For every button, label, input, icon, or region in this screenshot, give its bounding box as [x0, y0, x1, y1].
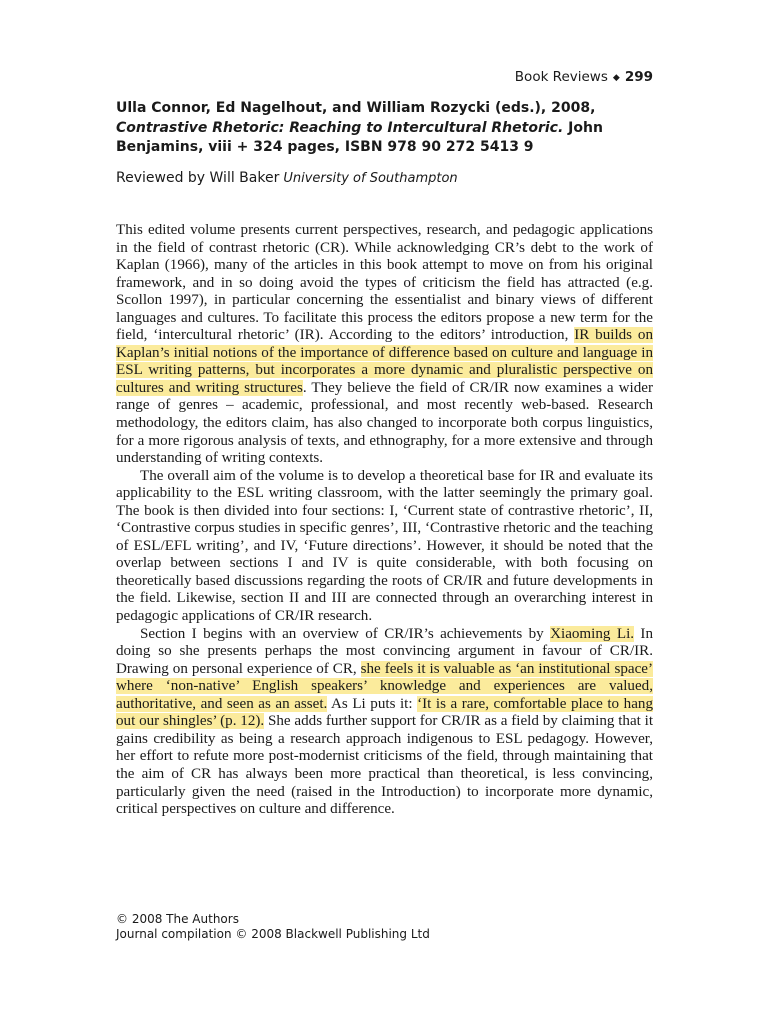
copyright-footer — [116, 912, 430, 942]
paragraph-text: . They believe the field of CR/IR now examines a wider range of genres – academic, professional, and most recently web-based. Research methodology, the editors claim, has also changed to incorporate both corpus linguistics, for a more rigorous analysis of texts, and ethnography, for a more extensive and through understanding of writing contexts. — [116, 379, 653, 467]
highlight: ‘It is a rare, comfortable place to hang out our shingles’ (p. 12). — [116, 695, 653, 730]
citation-publisher: John Benjamins, viii + 324 pages, ISBN 978 90 272 5413 9 — [116, 119, 603, 155]
paragraph-text: As Li puts it: — [327, 695, 413, 712]
citation-authors: Ulla Connor, Ed Nagelhout, and William Rozycki (eds.), 2008, — [116, 100, 596, 116]
reviewer-affiliation: University of Southampton — [283, 171, 458, 186]
paragraph-3 — [116, 626, 653, 819]
copyright-journal: Journal compilation © 2008 Blackwell Publishing Ltd — [116, 927, 430, 941]
reviewer-name: Reviewed by Will Baker — [116, 170, 280, 186]
copyright-authors: © 2008 The Authors — [116, 912, 239, 926]
paragraph-2: The overall aim of the volume is to develop a theoretical base for IR and evaluate its applicability to the ESL writing classroom, with the latter seemingly the primary goal. The book is then divided into four sections: I, ‘Current state of contrastive rhetoric’, II, ‘Contrastive corpus studies in specific genres’, III, ‘Contrastive rhetoric and the teaching of ESL/EFL writing’, and IV, ‘Future directions’. However, it should be noted that the overlap between sections I and IV is quite considerable, with both focusing on theoretically based discussions regarding the roots of CR/IR and future developments in the field. Likewise, section II and III are connected through an overarching interest in pedagogic applications of CR/IR research. — [116, 467, 653, 625]
book-citation — [116, 99, 656, 158]
citation-title: Contrastive Rhetoric: Reaching to Intercultural Rhetoric. — [116, 119, 564, 136]
header-section: Book Reviews — [514, 69, 608, 85]
highlight: she feels it is valuable as ‘an institutional space’ where ‘non-native’ English speakers’ knowledge and experiences are valued, authoritative, and seen as an asset. — [116, 660, 654, 712]
review-body — [116, 222, 653, 819]
paragraph-text: In doing so she presents perhaps the most convincing argument in favour of CR/IR. Drawing on personal experience of CR, — [116, 625, 654, 677]
paragraph-1 — [116, 222, 653, 468]
running-header — [515, 69, 653, 85]
highlight: Xiaoming Li. — [550, 625, 635, 642]
paragraph-text: This edited volume presents current perspectives, research, and pedagogic applications in the field of contrast rhetoric (CR). While acknowledging CR’s debt to the work of Kaplan (1966), many of the articles in this book attempt to move on from his original framework, and in so doing avoid the types of criticism the field has attracted (e.g. Scollon 1997), in particular concerning the essentialist and binary views of different languages and cultures. To facilitate this process the editors propose a new term for the field, ‘intercultural rhetoric’ (IR). According to the editors’ introduction, — [116, 222, 653, 344]
page-number: 299 — [624, 69, 653, 85]
reviewer-line — [116, 170, 458, 186]
paragraph-text: She adds further support for CR/IR as a field by claiming that it gains credibility as being a research approach indigenous to ESL pedagogy. However, her effort to refute more post-modernist criticisms of the field, through maintaining that the aim of CR has always been more practical than theoretical, is less convincing, particularly given the need (raised in the Introduction) to incorporate more dynamic, critical perspectives on culture and difference. — [116, 713, 654, 818]
diamond-separator-icon: ◆ — [612, 73, 620, 83]
highlight: IR builds on Kaplan’s initial notions of the importance of difference based on culture and language in ESL writing patterns, but incorporates a more dynamic and pluralistic perspective on cultures and writing structures — [116, 327, 654, 396]
paragraph-text: Section I begins with an overview of CR/IR’s achievements by — [140, 625, 544, 642]
